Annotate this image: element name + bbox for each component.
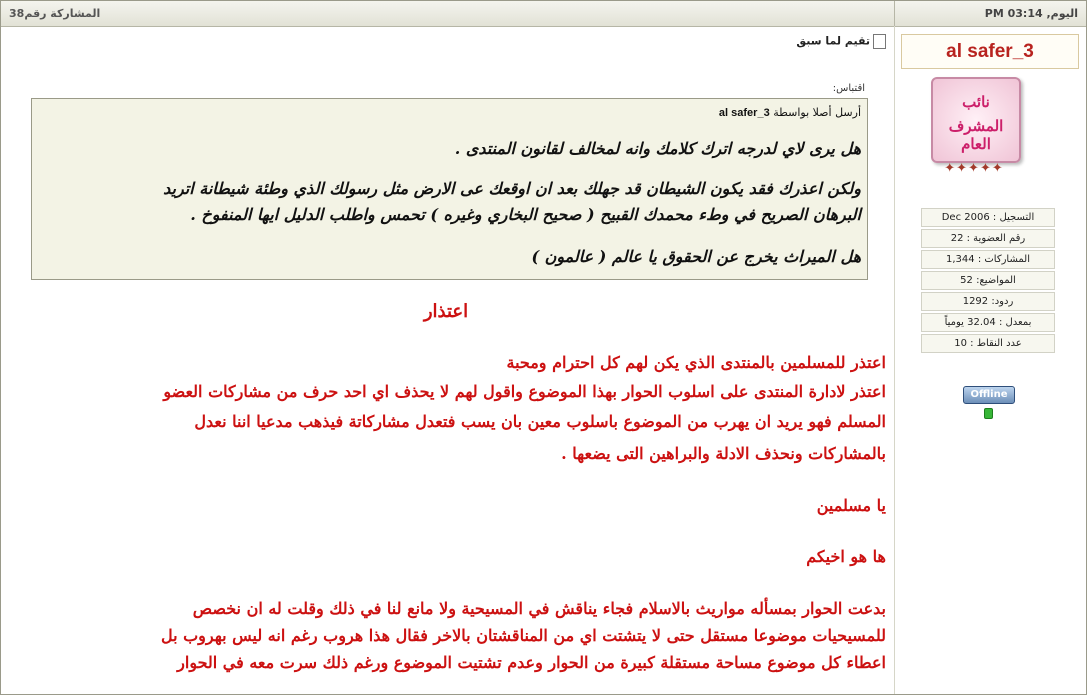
post-body-line: بدعت الحوار بمسأله مواريث بالاسلام فجاء يناقش في المسيحية ولا مانع لنا في ذلك وقلت له ان نخصص [192,599,886,618]
rank-stars: ✦✦✦✦✦ [944,161,1004,176]
post-body-line: يا مسلمين [816,496,886,515]
user-info-joined: التسجيل : Dec 2006 [921,208,1055,227]
post-header-bar [1,1,1086,27]
rank-title-line2: المشرف العام [948,117,1004,153]
offline-status-badge: Offline [963,386,1015,404]
green-dot-icon [984,408,993,419]
user-info-daily-rate: بمعدل : 32.04 يومياً [921,313,1055,332]
post-body-line: اعتذر لادارة المنتدى على اسلوب الحوار بهذا الموضوع واقول لهم لا يحذف اي احد حرف من مشاركات العضو [163,382,886,401]
quote-author-line [719,106,861,119]
column-divider [894,26,895,695]
rank-badge-image [931,77,1021,163]
quote-label: اقتباس: [832,83,865,94]
post-timestamp: اليوم, 03:14 PM [984,7,1078,20]
post-body-line: اعتذر للمسلمين بالمنتدى الذي يكن لهم كل احترام ومحبة [506,353,886,372]
post-number[interactable]: المشاركة رقم38 [9,7,101,20]
quote-line: هل يرى لاي لدرجه اترك كلامك وانه لمخالف لقانون المنتدى . [454,139,861,158]
post-body-line: للمسيحيات موضوعا مستقل حتى لا يتشتت اي من المناقشتان بالاخر فقال هذا هروب رغم انه ليس بهروب بل [160,626,886,645]
quote-line: هل الميراث يخرج عن الحقوق يا عالم ( عالمون ) [531,247,861,266]
rank-title-line1: نائب [962,93,990,111]
header-divider [894,1,895,26]
quote-box [31,98,868,280]
post-body-line: المسلم فهو يريد ان يهرب من الموضوع باسلوب معين بان يسب فتعدل مشاركاتة فيذهب مدعيا اننا نعدل [194,412,886,431]
username-link[interactable]: al safer_3 [901,34,1079,69]
post-body-line: ها هو اخيكم [806,547,886,566]
quick-rate-link[interactable] [796,34,886,49]
post-title: اعتذار [423,301,469,322]
user-info-member-id: رقم العضوية : 22 [921,229,1055,248]
user-info-posts: المشاركات : 1,344 [921,250,1055,269]
quote-author-prefix: أرسل أصلا بواسطة [773,106,861,119]
document-icon [873,34,886,49]
user-info-points: عدد النقاط : 10 [921,334,1055,353]
post-body-line: اعطاء كل موضوع مساحة مستقلة كبيرة من الحوار وعدم تشتيت الموضوع ورغم ذلك سرت معه في الحوار [177,653,886,672]
post-body-line: بالمشاركات ونحذف الادلة والبراهين التى يضعها . [561,444,886,463]
quote-line: ولكن اعذرك فقد يكون الشيطان قد جهلك بعد ان اوقعك عى الارض مثل رسولك الذي وطئة شيطانة اتريد [163,179,861,198]
user-info-replies: ردود: 1292 [921,292,1055,311]
quote-author-name[interactable]: al safer_3 [718,107,770,119]
user-info-topics: المواضيع: 52 [921,271,1055,290]
quick-rate-label: تقيم لما سبق [796,34,870,48]
quote-line: البرهان الصريح في وطء محمدك القبيح ( صحيح البخاري وغيره ) تحمس واطلب الدليل ايها المنفوخ . [190,205,861,224]
